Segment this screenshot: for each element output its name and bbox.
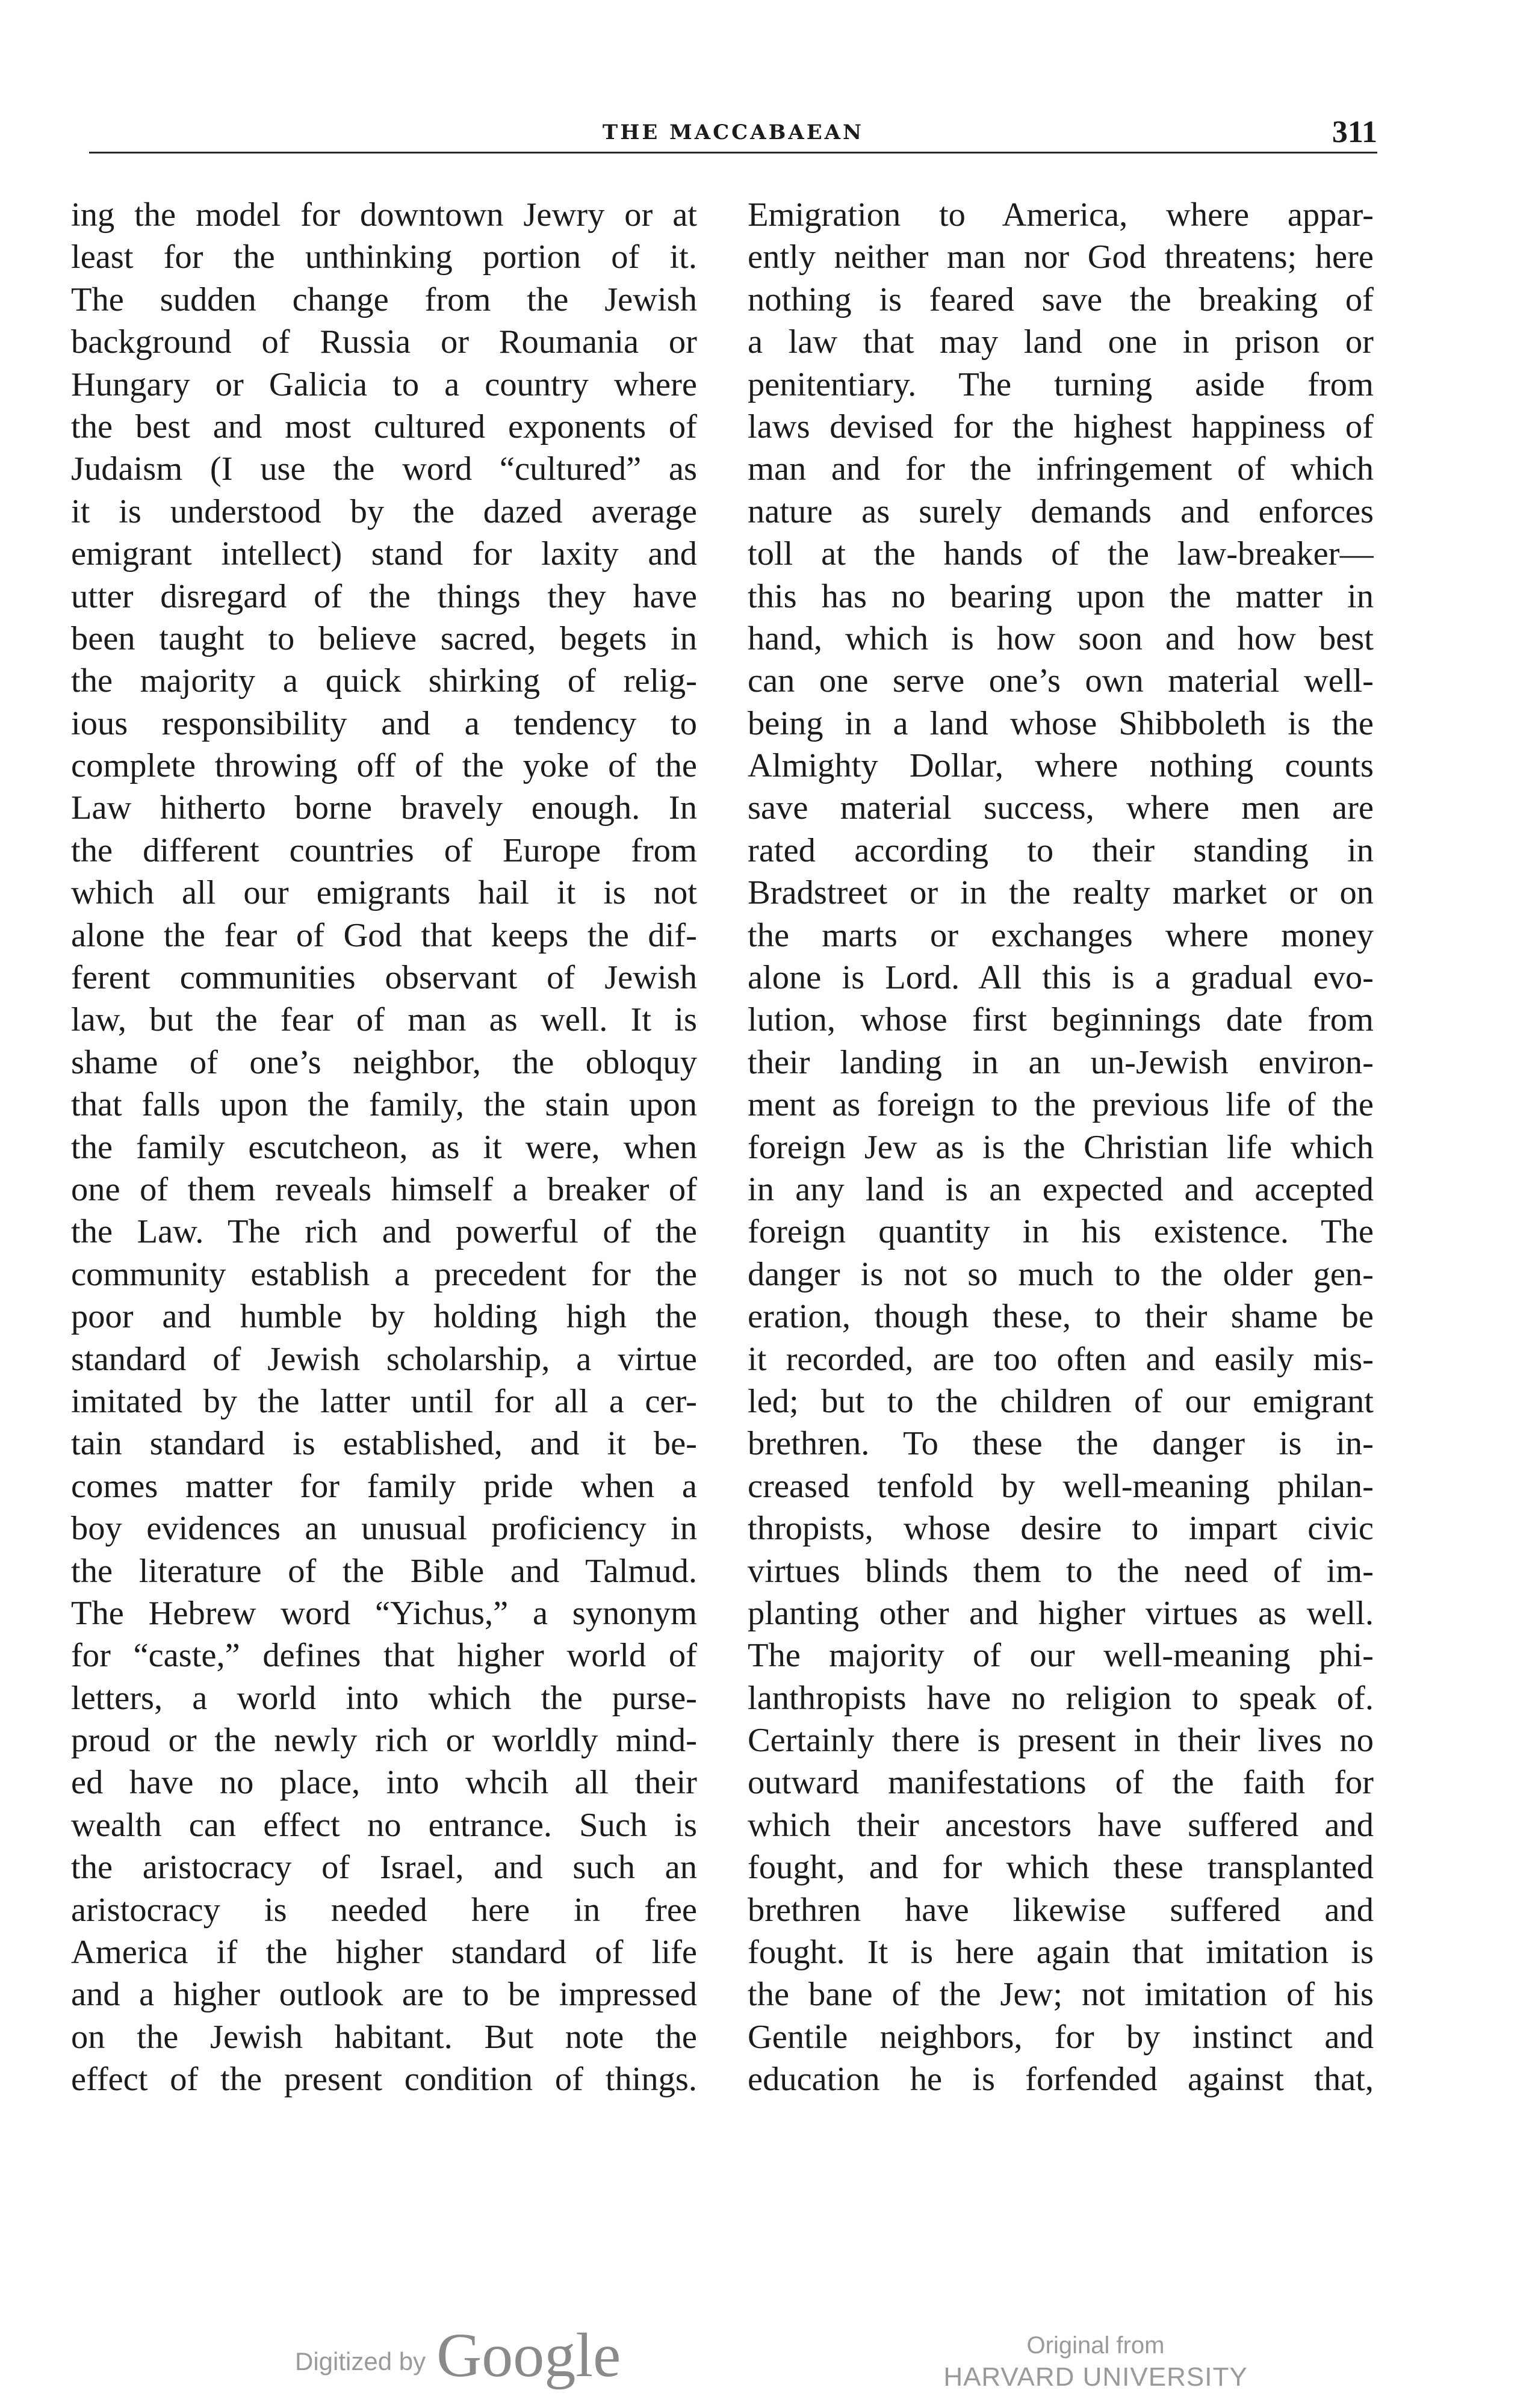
text-line: the Law. The rich and powerful of the <box>71 1213 697 1251</box>
text-line: ment as foreign to the previous life of the <box>748 1086 1374 1124</box>
text-line: the marts or exchanges where money <box>748 916 1374 954</box>
text-line: emigrant intellect) stand for laxity and <box>71 535 697 573</box>
text-line: the different countries of Europe from <box>71 831 697 869</box>
text-column-right <box>748 194 1374 2101</box>
text-line: wealth can effect no entrance. Such is <box>71 1806 697 1844</box>
text-line: nature as surely demands and enforces <box>748 492 1374 530</box>
source-attribution <box>927 2330 1264 2394</box>
text-line: foreign Jew as is the Christian life which <box>748 1128 1374 1166</box>
text-line: for “caste,” defines that higher world of <box>71 1637 697 1675</box>
text-line: Gentile neighbors, for by instinct and <box>748 2018 1374 2056</box>
text-line: aristocracy is needed here in free <box>71 1891 697 1929</box>
text-line: on the Jewish habitant. But note the <box>71 2018 697 2056</box>
text-line: penitentiary. The turning aside from <box>748 365 1374 403</box>
text-line: Certainly there is present in their lives no <box>748 1722 1374 1760</box>
text-line: thropists, whose desire to impart civic <box>748 1510 1374 1548</box>
text-line: been taught to believe sacred, begets in <box>71 619 697 657</box>
text-line: community establish a precedent for the <box>71 1255 697 1293</box>
text-line: ious responsibility and a tendency to <box>71 704 697 742</box>
text-line: fought, and for which these transplanted <box>748 1849 1374 1887</box>
text-line: The sudden change from the Jewish <box>71 281 697 318</box>
text-line: Hungary or Galicia to a country where <box>71 365 697 403</box>
text-line: proud or the newly rich or worldly mind- <box>71 1722 697 1760</box>
text-line: creased tenfold by well-meaning philan- <box>748 1467 1374 1505</box>
text-line: foreign quantity in his existence. The <box>748 1213 1374 1251</box>
running-title: THE MACCABAEAN <box>602 120 864 144</box>
source-name: HARVARD UNIVERSITY <box>943 2362 1248 2392</box>
page-number: 311 <box>1332 115 1377 149</box>
text-line: it is understood by the dazed average <box>71 492 697 530</box>
digitized-by-watermark <box>295 2315 621 2390</box>
text-line: imitated by the latter until for all a cer- <box>71 1382 697 1420</box>
text-line: outward manifestations of the faith for <box>748 1764 1374 1802</box>
text-line: least for the unthinking portion of it. <box>71 238 697 276</box>
text-line: standard of Jewish scholarship, a virtue <box>71 1340 697 1378</box>
text-line: complete throwing off of the yoke of the <box>71 747 697 785</box>
text-line: comes matter for family pride when a <box>71 1467 697 1505</box>
text-line: that falls upon the family, the stain upon <box>71 1086 697 1124</box>
text-line: and a higher outlook are to be impressed <box>71 1976 697 2014</box>
text-line: boy evidences an unusual proficiency in <box>71 1510 697 1548</box>
text-line: Emigration to America, where appar- <box>748 196 1374 234</box>
text-line: the aristocracy of Israel, and such an <box>71 1849 697 1887</box>
text-line: poor and humble by holding high the <box>71 1298 697 1336</box>
text-line: effect of the present condition of things. <box>71 2061 697 2099</box>
text-line: virtues blinds them to the need of im- <box>748 1552 1374 1590</box>
text-line: one of them reveals himself a breaker of <box>71 1170 697 1208</box>
text-line: the majority a quick shirking of relig- <box>71 662 697 700</box>
text-line: ently neither man nor God threatens; here <box>748 238 1374 276</box>
text-line: man and for the infringement of which <box>748 450 1374 488</box>
text-line: education he is forfended against that, <box>748 2061 1374 2099</box>
text-line: danger is not so much to the older gen- <box>748 1255 1374 1293</box>
text-line: ferent communities observant of Jewish <box>71 959 697 997</box>
text-column-left <box>71 194 697 2101</box>
text-line: Almighty Dollar, where nothing counts <box>748 747 1374 785</box>
text-line: lution, whose first beginnings date from <box>748 1001 1374 1039</box>
text-line: ing the model for downtown Jewry or at <box>71 196 697 234</box>
text-line: Bradstreet or in the realty market or on <box>748 874 1374 912</box>
text-line: America if the higher standard of life <box>71 1934 697 1972</box>
text-line: in any land is an expected and accepted <box>748 1170 1374 1208</box>
text-line: laws devised for the highest happiness of <box>748 408 1374 445</box>
text-line: can one serve one’s own material well- <box>748 662 1374 700</box>
text-line: nothing is feared save the breaking of <box>748 281 1374 318</box>
text-line: their landing in an un-Jewish environ- <box>748 1043 1374 1081</box>
text-line: the best and most cultured exponents of <box>71 408 697 445</box>
google-logo: Google <box>436 2321 621 2390</box>
text-line: ed have no place, into whcih all their <box>71 1764 697 1802</box>
text-line: Judaism (I use the word “cultured” as <box>71 450 697 488</box>
text-line: lanthropists have no religion to speak of. <box>748 1679 1374 1717</box>
text-line: this has no bearing upon the matter in <box>748 577 1374 615</box>
text-line: The majority of our well-meaning phi- <box>748 1637 1374 1675</box>
text-line: hand, which is how soon and how best <box>748 619 1374 657</box>
original-from-label: Original from <box>1026 2332 1165 2359</box>
header-rule <box>89 152 1377 154</box>
text-line: the family escutcheon, as it were, when <box>71 1128 697 1166</box>
text-line: the literature of the Bible and Talmud. <box>71 1552 697 1590</box>
text-line: it recorded, are too often and easily mis- <box>748 1340 1374 1378</box>
text-line: which their ancestors have suffered and <box>748 1806 1374 1844</box>
running-head <box>89 114 1377 163</box>
text-line: background of Russia or Roumania or <box>71 323 697 361</box>
text-line: The Hebrew word “Yichus,” a synonym <box>71 1594 697 1632</box>
text-line: fought. It is here again that imitation is <box>748 1934 1374 1972</box>
text-line: being in a land whose Shibboleth is the <box>748 704 1374 742</box>
text-line: which all our emigrants hail it is not <box>71 874 697 912</box>
text-line: eration, though these, to their shame be <box>748 1298 1374 1336</box>
digitized-label: Digitized by <box>295 2347 426 2375</box>
text-line: led; but to the children of our emigrant <box>748 1382 1374 1420</box>
text-line: toll at the hands of the law-breaker— <box>748 535 1374 573</box>
text-line: save material success, where men are <box>748 789 1374 827</box>
text-line: alone the fear of God that keeps the dif- <box>71 916 697 954</box>
text-line: brethren. To these the danger is in- <box>748 1425 1374 1463</box>
text-line: the bane of the Jew; not imitation of his <box>748 1976 1374 2014</box>
text-line: law, but the fear of man as well. It is <box>71 1001 697 1039</box>
text-line: brethren have likewise suffered and <box>748 1891 1374 1929</box>
text-line: a law that may land one in prison or <box>748 323 1374 361</box>
text-line: Law hitherto borne bravely enough. In <box>71 789 697 827</box>
text-line: utter disregard of the things they have <box>71 577 697 615</box>
text-line: planting other and higher virtues as well. <box>748 1594 1374 1632</box>
text-line: rated according to their standing in <box>748 831 1374 869</box>
text-line: tain standard is established, and it be- <box>71 1425 697 1463</box>
text-line: letters, a world into which the purse- <box>71 1679 697 1717</box>
text-line: shame of one’s neighbor, the obloquy <box>71 1043 697 1081</box>
text-line: alone is Lord. All this is a gradual evo- <box>748 959 1374 997</box>
